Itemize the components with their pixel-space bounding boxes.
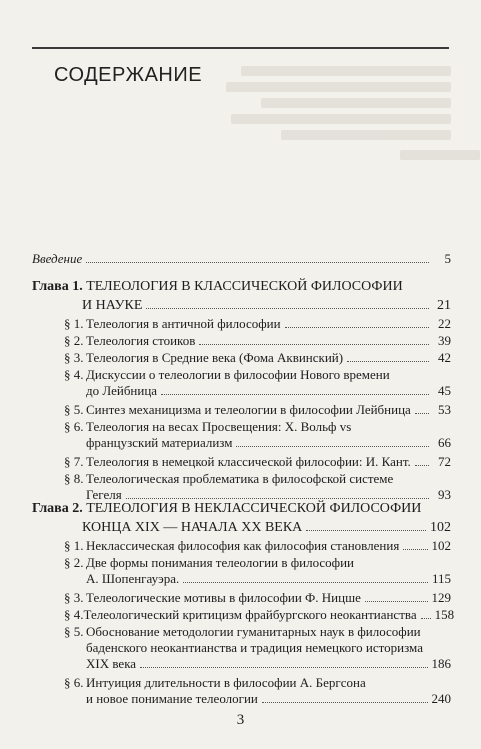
toc-page-number: 240 xyxy=(431,691,451,706)
dot-leader xyxy=(421,618,431,619)
toc-section-1-1[interactable] xyxy=(64,316,451,332)
section-title: Телеология в античной философии xyxy=(86,316,281,331)
section-mark: § 6. xyxy=(64,675,84,690)
toc-page-number: 102 xyxy=(431,538,451,553)
section-mark: § 1. xyxy=(64,316,84,331)
section-title-line-2: А. Шопенгауэра. xyxy=(86,571,180,586)
toc-section-2-3[interactable] xyxy=(64,590,451,606)
section-title: Синтез механицизма и телеологии в философии Лейбница xyxy=(86,402,411,417)
toc-entry-label: Введение xyxy=(32,251,83,266)
section-mark: § 5. xyxy=(64,402,84,417)
toc-page-number: 115 xyxy=(431,571,451,586)
toc-section-1-7[interactable] xyxy=(64,454,451,470)
section-title-line-2: баденского неокантианства и традиция немецкого историзма xyxy=(86,640,423,655)
chapter-number: Глава 1. xyxy=(32,279,83,294)
section-title: Телеология стоиков xyxy=(86,333,196,348)
dot-leader xyxy=(183,582,428,583)
chapter-title-line-1: ТЕЛЕОЛОГИЯ В КЛАССИЧЕСКОЙ ФИЛОСОФИИ xyxy=(86,279,403,294)
dot-leader xyxy=(347,361,429,362)
section-mark: § 3. xyxy=(64,590,84,605)
toc-section-1-8[interactable] xyxy=(64,471,451,503)
toc-page-number: 45 xyxy=(438,383,451,398)
toc-chapter-2[interactable] xyxy=(32,501,451,536)
dot-leader xyxy=(146,308,429,309)
dot-leader xyxy=(285,327,429,328)
section-mark: § 5. xyxy=(64,624,84,639)
section-title-line-2: Гегеля xyxy=(86,487,122,502)
section-mark: § 8. xyxy=(64,471,84,486)
toc-page-number: 72 xyxy=(438,454,451,469)
section-title-line-3: XIX века xyxy=(86,656,137,671)
toc-section-1-3[interactable] xyxy=(64,350,451,366)
toc-page-number: 42 xyxy=(438,350,451,365)
section-title: Телеология в немецкой классической философии: И. Кант. xyxy=(86,454,411,469)
toc-page-number: 102 xyxy=(430,520,451,535)
section-title: Неклассическая философия как философия становления xyxy=(86,538,400,553)
dot-leader xyxy=(126,498,429,499)
section-title: Телеологические мотивы в философии Ф. Ницше xyxy=(86,590,361,605)
dot-leader xyxy=(236,446,429,447)
page-title: СОДЕРЖАНИЕ xyxy=(54,64,203,86)
dot-leader xyxy=(365,601,428,602)
dot-leader xyxy=(306,530,426,531)
section-title: Телеология в Средние века (Фома Аквинский) xyxy=(86,350,344,365)
toc-page-number: 186 xyxy=(431,656,451,671)
toc-page-number: 5 xyxy=(444,251,451,266)
section-title-line-1: Телеология на весах Просвещения: Х. Вольф vs xyxy=(86,419,352,434)
dot-leader xyxy=(415,413,429,414)
section-mark: § 4. xyxy=(64,367,84,382)
top-rule xyxy=(32,47,449,49)
dot-leader xyxy=(199,344,429,345)
chapter-title-line-2: И НАУКЕ xyxy=(82,298,143,313)
toc-section-2-1[interactable] xyxy=(64,538,451,554)
section-title-line-2: до Лейбница xyxy=(86,383,158,398)
section-title-line-2: французский материализм xyxy=(86,435,233,450)
toc-page-number: 22 xyxy=(438,316,451,331)
section-title-line-2: и новое понимание телеологии xyxy=(86,691,258,706)
section-mark: § 6. xyxy=(64,419,84,434)
section-mark: § 7. xyxy=(64,454,84,469)
dot-leader xyxy=(140,667,427,668)
chapter-number: Глава 2. xyxy=(32,501,83,516)
section-mark: § 3. xyxy=(64,350,84,365)
section-title-line-1: Обоснование методологии гуманитарных наук в философии xyxy=(86,624,421,639)
toc-section-1-6[interactable] xyxy=(64,419,451,451)
toc-entry-intro[interactable] xyxy=(32,251,451,267)
toc-page-number: 93 xyxy=(438,487,451,502)
toc-page-number: 66 xyxy=(438,435,451,450)
bleed-through-text xyxy=(0,0,481,200)
section-title-line-1: Интуиция длительности в философии А. Бергсона xyxy=(86,675,366,690)
chapter-title-line-1: ТЕЛЕОЛОГИЯ В НЕКЛАССИЧЕСКОЙ ФИЛОСОФИИ xyxy=(86,501,422,516)
toc-section-1-2[interactable] xyxy=(64,333,451,349)
section-mark: § 2. xyxy=(64,333,84,348)
toc-page-number: 129 xyxy=(431,590,451,605)
section-mark: § 2. xyxy=(64,555,84,570)
toc-section-1-4[interactable] xyxy=(64,367,451,399)
toc-section-2-2[interactable] xyxy=(64,555,451,587)
toc-chapter-1[interactable] xyxy=(32,279,451,314)
section-title-line-1: Телеологическая проблематика в философской системе xyxy=(86,471,394,486)
section-mark: § 1. xyxy=(64,538,84,553)
chapter-title-line-2: КОНЦА XIX — НАЧАЛА XX ВЕКА xyxy=(82,520,303,535)
dot-leader xyxy=(161,394,429,395)
toc-section-2-6[interactable] xyxy=(64,675,451,707)
toc-page-number: 21 xyxy=(437,298,451,313)
dot-leader xyxy=(86,262,429,263)
page-number: 3 xyxy=(236,712,245,728)
section-title-line-1: Дискуссии о телеологии в философии Нового времени xyxy=(86,367,390,382)
toc-page-number: 53 xyxy=(438,402,451,417)
dot-leader xyxy=(262,702,428,703)
dot-leader xyxy=(403,549,427,550)
section-title: Телеологический критицизм фрайбургского неокантианства xyxy=(83,607,417,622)
toc-section-2-5[interactable] xyxy=(64,624,451,672)
toc-page-number: 39 xyxy=(438,333,451,348)
dot-leader xyxy=(415,465,429,466)
section-title-line-1: Две формы понимания телеологии в философии xyxy=(86,555,355,570)
toc-page-number: 158 xyxy=(434,607,455,622)
toc-section-2-4[interactable] xyxy=(64,607,455,623)
section-mark: § 4. xyxy=(64,607,84,622)
toc-section-1-5[interactable] xyxy=(64,402,451,418)
